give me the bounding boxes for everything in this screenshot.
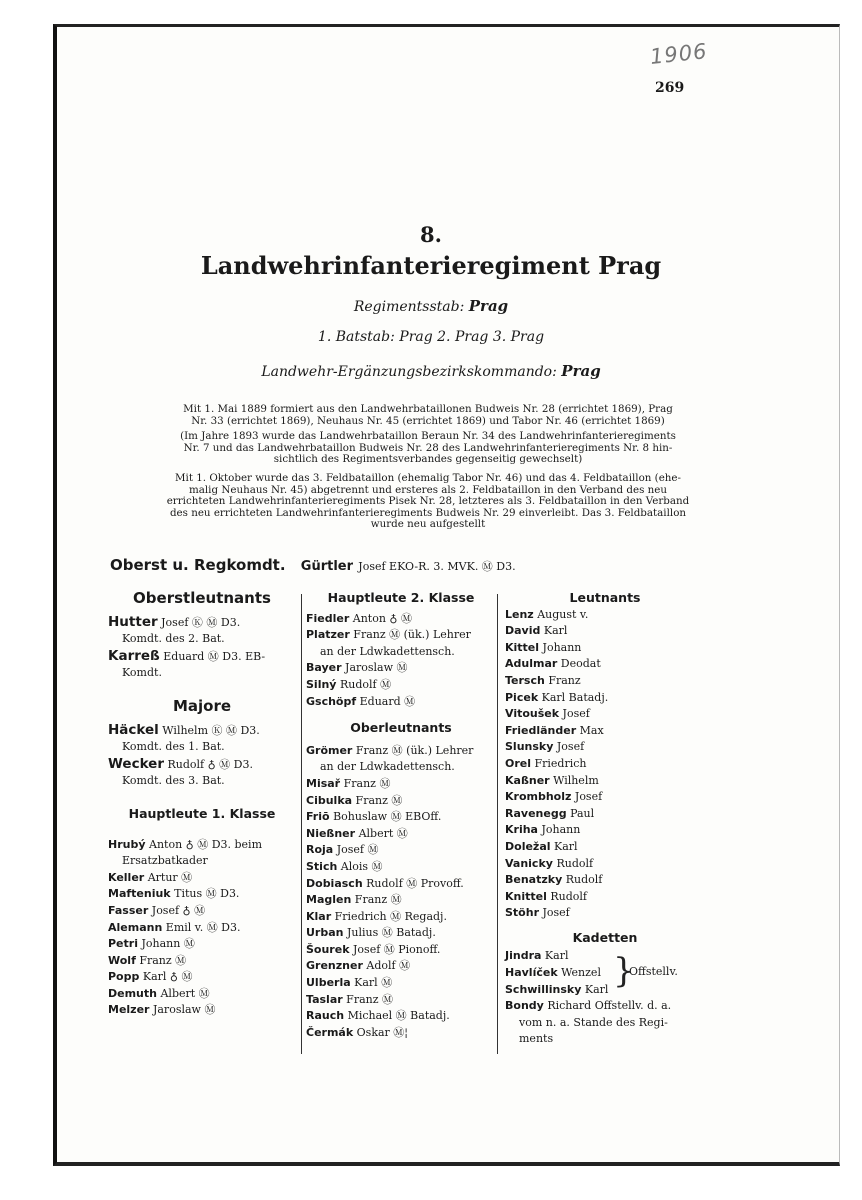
person-subline: Komdt. des 1. Bat.	[122, 740, 225, 754]
person-entry	[306, 660, 496, 677]
person-entry	[505, 872, 705, 889]
person-details: Jaroslaw Ⓜ	[149, 1003, 216, 1017]
column-1	[108, 590, 296, 1019]
person-name: Hutter	[108, 613, 158, 630]
person-entry	[505, 706, 705, 723]
person-entry	[505, 739, 705, 756]
person-entry	[505, 623, 705, 640]
person-details: Karl	[581, 982, 609, 996]
person-details: Karl	[541, 949, 569, 963]
person-name: Petri	[108, 937, 138, 951]
person-name: Keller	[108, 870, 145, 884]
person-entry	[306, 1025, 496, 1042]
person-entry	[108, 903, 296, 920]
person-name: Kriha	[505, 823, 538, 837]
person-name: Urban	[306, 926, 344, 940]
handwritten-year: 1906	[648, 39, 709, 69]
column-3	[505, 590, 705, 1048]
person-name: Orel	[505, 756, 532, 770]
person-name: Adulmar	[505, 657, 558, 671]
person-details: Max	[576, 723, 604, 737]
person-entry	[108, 1002, 296, 1019]
person-name: Grömer	[306, 743, 353, 757]
bondy-entry	[505, 998, 705, 1015]
person-details: Josef	[539, 906, 570, 920]
person-subline: an der Ldwkadettensch.	[320, 760, 455, 774]
person-entry	[306, 876, 496, 893]
history-paragraph-2	[103, 431, 753, 466]
person-entry	[306, 925, 496, 942]
person-details: Anton ♁ Ⓜ	[349, 611, 412, 625]
kadetten-group	[505, 948, 705, 998]
person-details: Karl	[550, 839, 578, 853]
person-entry	[108, 936, 296, 953]
person-entry	[505, 723, 705, 740]
person-entry	[306, 958, 496, 975]
person-entry	[306, 793, 496, 810]
person-details: Eduard Ⓜ D3. EB-	[159, 649, 266, 663]
ergaenzung-label: Landwehr-Ergänzungsbezirkskommando:	[261, 364, 557, 380]
person-details: Josef	[553, 740, 585, 754]
person-name: Demuth	[108, 986, 157, 1000]
person-details: Rudolf	[562, 873, 603, 887]
person-name: Roja	[306, 843, 334, 857]
person-entry	[306, 942, 496, 959]
person-details: Julius Ⓜ Batadj.	[343, 926, 436, 940]
person-entry	[306, 677, 496, 694]
person-name: Čermák	[306, 1025, 354, 1039]
person-name: Schwillinsky	[505, 982, 582, 996]
person-name: Melzer	[108, 1003, 150, 1017]
person-name: Havlíček	[505, 966, 558, 980]
person-details: Rudolf Ⓜ	[336, 677, 392, 691]
person-details: Rudolf	[552, 856, 594, 870]
person-name: Benatzky	[505, 873, 563, 887]
person-entry	[306, 859, 496, 876]
person-name: Jindra	[505, 949, 542, 963]
person-name: Stich	[306, 859, 338, 873]
person-name: Alemann	[108, 920, 163, 934]
person-details: Anton ♁ Ⓜ D3. beim	[145, 837, 263, 851]
bondy-subline: vom n. a. Stande des Regi-	[519, 1015, 668, 1029]
person-name: Cibulka	[306, 793, 353, 807]
person-details: Wilhelm Ⓚ Ⓜ D3.	[158, 723, 260, 737]
regimentsstab-line	[0, 297, 862, 315]
person-details: Bohuslaw Ⓜ EBOff.	[329, 810, 442, 824]
person-name: Ravenegg	[505, 806, 567, 820]
person-name: Rauch	[306, 1009, 345, 1023]
person-entry	[505, 889, 705, 906]
column-divider	[301, 594, 302, 1054]
person-entry	[306, 826, 496, 843]
person-name: Doležal	[505, 839, 551, 853]
person-name: Dobiasch	[306, 876, 363, 890]
history-line: Nr. 7 und das Landwehrbataillon Budweis Nr. 28 des Landwehrinfanterieregiments Nr. 8 hin-	[183, 441, 673, 454]
history-line: Mit 1. Oktober wurde das 3. Feldbataillon (ehemalig Tabor Nr. 46) und das 4. Feldbataillon (ehe-	[174, 472, 681, 484]
page-number: 269	[655, 80, 685, 96]
person-entry	[505, 773, 705, 790]
column-2	[306, 590, 496, 1041]
person-details: Karl Batadj.	[538, 690, 609, 704]
person-details: Franz Ⓜ (ük.) Lehrer	[349, 628, 471, 642]
person-entry	[505, 640, 705, 657]
person-name: Fasser	[108, 903, 149, 917]
person-details: Josef Ⓜ	[333, 843, 379, 857]
person-entry	[108, 886, 296, 903]
person-details: Albert Ⓜ	[355, 826, 408, 840]
person-details: Johann Ⓜ	[137, 937, 195, 951]
history-paragraph-1	[103, 404, 753, 427]
person-name: David	[505, 624, 541, 638]
person-details: Eduard Ⓜ	[356, 694, 416, 708]
person-name: Slunsky	[505, 740, 554, 754]
person-entry	[306, 1008, 496, 1025]
person-details: Titus Ⓜ D3.	[170, 887, 240, 901]
person-details: Oskar Ⓜ¦	[353, 1025, 409, 1039]
person-details: Franz Ⓜ	[352, 793, 403, 807]
person-subline: Ersatzbatkader	[122, 854, 208, 868]
person-name: Knittel	[505, 889, 547, 903]
person-details: Josef	[559, 707, 590, 721]
person-name: Karreß	[108, 647, 160, 664]
person-entry	[505, 690, 705, 707]
person-name: Tersch	[505, 673, 545, 687]
person-entry	[108, 986, 296, 1003]
history-line: Mit 1. Mai 1889 formiert aus den Landwehrbataillonen Budweis Nr. 28 (errichtet 1869), Prag	[183, 403, 673, 415]
person-details: Franz	[544, 673, 581, 687]
person-entry	[505, 673, 705, 690]
person-name: Kaßner	[505, 773, 550, 787]
person-details: Franz Ⓜ	[351, 893, 402, 907]
history-line: errichteten Landwehrinfanterieregiments Pisek Nr. 28, letzteres als 3. Feldbataillon in den Verband	[166, 495, 690, 508]
person-details: Alois Ⓜ	[337, 859, 383, 873]
person-details: Friedrich Ⓜ Regadj.	[331, 909, 447, 923]
person-name: Kittel	[505, 640, 540, 654]
person-entry	[505, 607, 705, 624]
person-details: Karl	[540, 624, 568, 638]
person-entry	[306, 776, 496, 793]
person-name: Lenz	[505, 607, 534, 621]
person-entry	[108, 648, 296, 666]
person-details: Michael Ⓜ Batadj.	[344, 1009, 450, 1023]
person-name: Friedländer	[505, 723, 577, 737]
person-details: Karl Ⓜ	[350, 976, 393, 990]
history-line: Nr. 33 (errichtet 1869), Neuhaus Nr. 45 (errichtet 1869) und Tabor Nr. 46 (errichtet 1869)	[191, 414, 665, 427]
person-entry	[306, 992, 496, 1009]
person-details: Deodat	[557, 657, 601, 671]
ergaenzung-line	[0, 362, 862, 380]
person-details: Josef Ⓚ Ⓜ D3.	[157, 615, 241, 629]
history-line: malig Neuhaus Nr. 45) abgetrennt und ersteres als 2. Feldbataillon in den Verband des neu	[188, 483, 668, 496]
person-name: Vitoušek	[505, 707, 560, 721]
commander-name: Gürtler	[300, 559, 354, 574]
person-entry	[108, 722, 296, 740]
person-entry	[306, 909, 496, 926]
person-details: Rudolf ♁ Ⓜ D3.	[164, 757, 253, 771]
person-entry	[306, 842, 496, 859]
person-details: Adolf Ⓜ	[362, 959, 411, 973]
person-name: Šourek	[306, 942, 350, 956]
person-entry	[306, 694, 496, 711]
person-name: Taslar	[306, 992, 343, 1006]
person-name: Wolf	[108, 953, 136, 967]
history-line: (Im Jahre 1893 wurde das Landwehrbataillon Beraun Nr. 34 des Landwehrinfanterieregiments	[180, 430, 676, 442]
person-name: Bayer	[306, 661, 342, 675]
hauptleute1-heading: Hauptleute 1. Klasse	[128, 805, 276, 821]
person-name: Nießner	[306, 826, 356, 840]
person-name: Picek	[505, 690, 539, 704]
person-details: Franz Ⓜ	[340, 776, 391, 790]
person-subline: an der Ldwkadettensch.	[320, 644, 455, 658]
kadetten-heading: Kadetten	[572, 929, 638, 945]
oberstleutnants-heading: Oberstleutnants	[133, 589, 271, 607]
person-name: Gschöpf	[306, 694, 357, 708]
person-entry	[505, 789, 705, 806]
history-line: des neu errichteten Landwehrinfanterieregiments Budweis Nr. 29 einverleibt. Das 3. Feldbataillon	[169, 506, 687, 519]
person-name: Bondy	[505, 999, 544, 1013]
batstab-label: 1. Batstab:	[317, 329, 395, 345]
person-name: Vanicky	[505, 856, 553, 870]
person-details: Wenzel	[557, 966, 601, 980]
person-name: Silný	[306, 677, 337, 691]
commander-rank: Oberst u. Regkomdt.	[110, 556, 286, 574]
person-details: Paul	[566, 806, 595, 820]
person-entry	[108, 614, 296, 632]
person-details: Franz Ⓜ	[342, 992, 394, 1006]
commander-line	[110, 556, 516, 574]
hauptleute2-heading: Hauptleute 2. Klasse	[327, 590, 475, 605]
person-details: Richard Offstellv. d. a.	[543, 999, 672, 1013]
person-entry	[108, 920, 296, 937]
person-details: Artur Ⓜ	[144, 870, 193, 884]
person-name: Platzer	[306, 628, 350, 642]
kadetten-brace: }	[613, 951, 635, 992]
person-entry	[505, 839, 705, 856]
person-entry	[306, 809, 496, 826]
person-entry	[108, 837, 296, 854]
column-divider	[497, 594, 498, 1054]
person-details: August v.	[533, 607, 589, 621]
person-name: Krombholz	[505, 790, 572, 804]
person-details: Emil v. Ⓜ D3.	[162, 920, 241, 934]
person-entry	[306, 627, 496, 644]
batstab-value: Prag 2. Prag 3. Prag	[399, 329, 545, 345]
person-details: Jaroslaw Ⓜ	[341, 661, 408, 675]
person-name: Ulberla	[306, 976, 351, 990]
regimentsstab-label: Regimentsstab:	[353, 299, 465, 315]
person-name: Misař	[306, 776, 341, 790]
person-name: Mafteniuk	[108, 887, 171, 901]
regiment-title: Landwehrinfanterieregiment Prag	[200, 251, 662, 280]
person-name: Maglen	[306, 893, 352, 907]
person-name: Klar	[306, 909, 332, 923]
person-name: Stöhr	[505, 906, 539, 920]
person-name: Friō	[306, 810, 330, 824]
person-name: Hrubý	[108, 837, 146, 851]
person-entry	[306, 892, 496, 909]
person-details: Wilhelm	[549, 773, 599, 787]
person-entry	[306, 611, 496, 628]
person-name: Wecker	[108, 755, 164, 772]
ergaenzung-value: Prag	[561, 362, 601, 380]
person-entry	[306, 975, 496, 992]
person-entry	[108, 953, 296, 970]
person-details: Josef	[571, 790, 603, 804]
history-paragraph-3	[103, 473, 753, 531]
person-details: Karl ♁ Ⓜ	[139, 970, 193, 984]
leutnants-heading: Leutnants	[569, 590, 641, 605]
person-entry	[505, 982, 705, 999]
bondy-subline: ments	[519, 1032, 554, 1046]
person-entry	[505, 856, 705, 873]
person-name: Häckel	[108, 721, 159, 738]
person-entry	[306, 743, 496, 760]
person-entry	[108, 756, 296, 774]
history-line: wurde neu aufgestellt	[370, 518, 486, 531]
person-details: Josef Ⓜ Pionoff.	[349, 942, 441, 956]
person-entry	[505, 756, 705, 773]
person-subline: Komdt.	[122, 666, 162, 680]
regimentsstab-value: Prag	[468, 297, 509, 315]
person-name: Fiedler	[306, 611, 350, 625]
person-details: Johann	[539, 640, 582, 654]
person-details: Josef ♁ Ⓜ	[148, 903, 206, 917]
commander-details: Josef EKO-R. 3. MVK. Ⓜ D3.	[358, 560, 516, 573]
person-name: Popp	[108, 970, 140, 984]
person-subline: Komdt. des 3. Bat.	[122, 774, 225, 788]
kadetten-note: Offstellv.	[629, 965, 678, 979]
person-details: Johann	[537, 823, 581, 837]
person-entry	[108, 870, 296, 887]
section-number: 8.	[420, 222, 442, 247]
person-entry	[505, 822, 705, 839]
person-entry	[108, 969, 296, 986]
history-line: sichtlich des Regimentsverbandes gegenseitig gewechselt)	[273, 453, 583, 466]
person-details: Rudolf Ⓜ Provoff.	[362, 876, 464, 890]
person-details: Friedrich	[531, 756, 587, 770]
person-details: Franz Ⓜ (ük.) Lehrer	[352, 743, 474, 757]
person-entry	[505, 656, 705, 673]
person-subline: Komdt. des 2. Bat.	[122, 632, 225, 646]
batstab-line	[0, 329, 862, 345]
oberleutnants-heading: Oberleutnants	[350, 720, 452, 736]
majore-heading: Majore	[172, 696, 232, 715]
person-details: Rudolf	[546, 889, 587, 903]
person-details: Albert Ⓜ	[156, 986, 210, 1000]
person-entry	[505, 948, 705, 965]
person-name: Grenzner	[306, 959, 363, 973]
person-entry	[505, 806, 705, 823]
person-details: Franz Ⓜ	[135, 953, 187, 967]
person-entry	[505, 905, 705, 922]
